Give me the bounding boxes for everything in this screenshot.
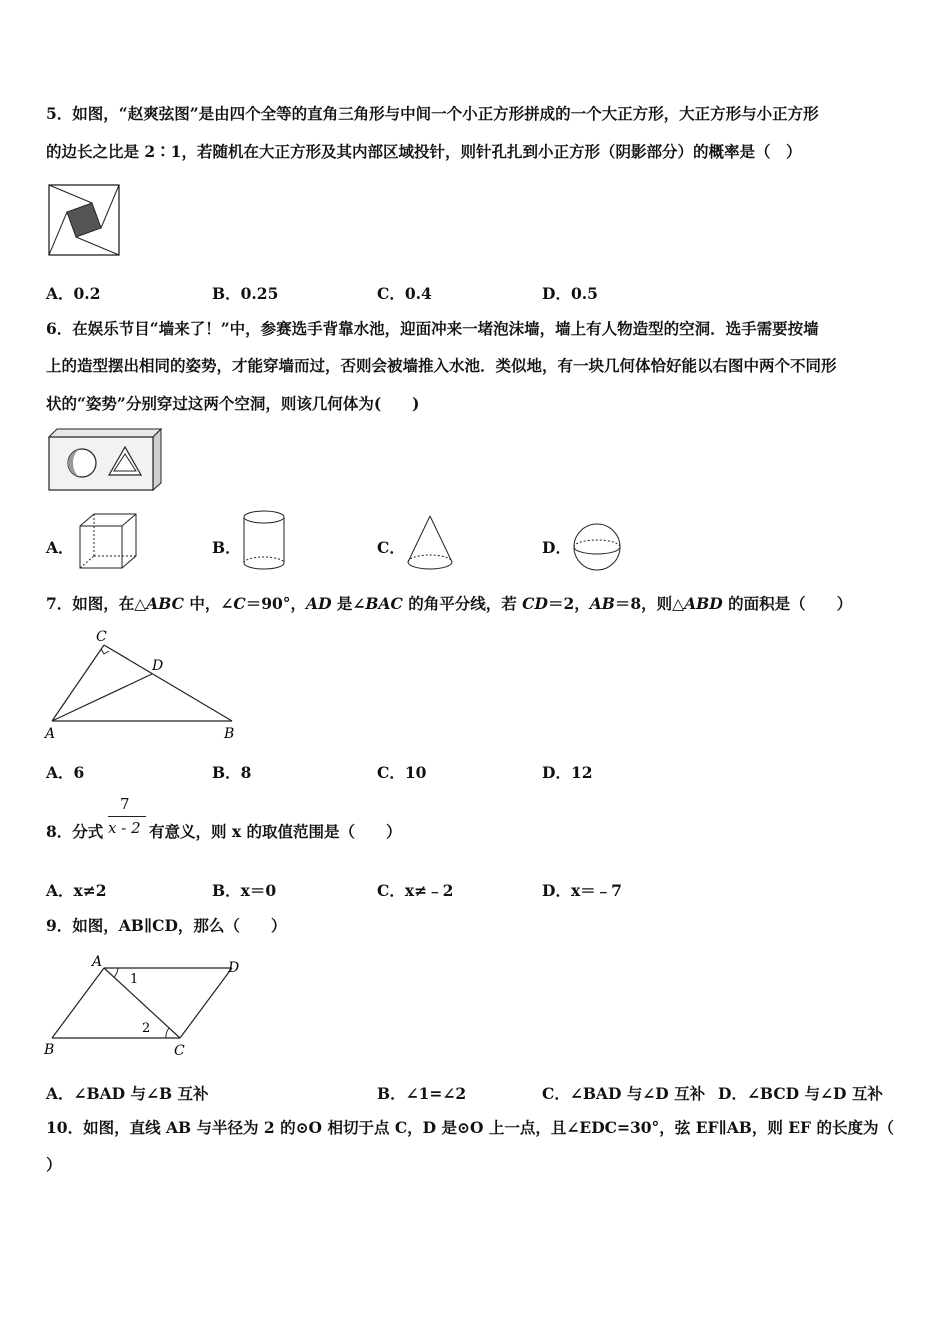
q6-option-b: B．: [212, 538, 241, 557]
label-d: D: [152, 658, 164, 674]
sphere-option-icon: [570, 522, 624, 572]
label-b: B: [44, 1042, 55, 1058]
q8-option-a: A．x≠2: [46, 881, 107, 900]
cube-option-icon: [78, 512, 142, 570]
cylinder-option-icon: [240, 508, 288, 572]
q6-stem-line3: 状的“姿势”分别穿过这两个空洞，则该几何体为( ): [46, 394, 420, 413]
angle-1-label: 1: [130, 972, 139, 987]
q9-stem: 9．如图，AB∥CD，那么（ ）: [46, 916, 287, 935]
q7-option-c: C．10: [377, 763, 427, 782]
q5-option-d: D．0.5: [542, 284, 598, 303]
angle-2-label: 2: [142, 1021, 151, 1036]
label-a: A: [92, 954, 103, 970]
q9-option-a: A．∠BAD 与∠B 互补: [46, 1084, 209, 1103]
cone-option-icon: [404, 514, 456, 572]
label-c: C: [174, 1043, 185, 1059]
fraction-bar: [108, 816, 146, 817]
q6-option-c: C．: [377, 538, 405, 557]
q6-stem-line1: 6．在娱乐节目“墙来了！”中，参赛选手背靠水池，迎面冲来一堵泡沫墙，墙上有人物造型的空洞．选手需要按墙: [46, 319, 819, 338]
q5-option-b: B．0.25: [212, 284, 279, 303]
q8-prefix: 8．分式: [46, 822, 104, 841]
parallelogram-figure: [42, 950, 244, 1060]
q8-suffix: 有意义，则 x 的取值范围是（ ）: [149, 822, 402, 841]
q8-option-c: C．x≠﹣2: [377, 881, 454, 900]
label-a: A: [45, 726, 56, 742]
foam-wall-figure: [47, 427, 165, 493]
label-d: D: [228, 960, 240, 976]
q6-option-a: A．: [46, 538, 74, 557]
label-c: C: [96, 629, 107, 645]
triangle-abc-figure: [42, 626, 246, 744]
q7-option-b: B．8: [212, 763, 252, 782]
q7-stem: 7．如图，在△ABC 中，∠C＝90°，AD 是∠BAC 的角平分线，若 CD＝2，AB＝8，则△ABD 的面积是（ ）: [46, 594, 853, 613]
q8-option-d: D．x＝﹣7: [542, 881, 622, 900]
q6-stem-line2: 上的造型摆出相同的姿势，才能穿墙而过，否则会被墙推入水池．类似地，有一块几何体恰好能以右图中两个不同形: [46, 356, 837, 375]
q10-stem-line1: 10．如图，直线 AB 与半径为 2 的⊙O 相切于点 C，D 是⊙O 上一点，且∠EDC=30°，弦 EF∥AB，则 EF 的长度为（: [46, 1118, 894, 1137]
q5-stem-line2: 的边长之比是 2∶1，若随机在大正方形及其内部区域投针，则针孔扎到小正方形（阴影部分）的概率是（ ）: [46, 142, 802, 161]
q7-option-a: A．6: [46, 763, 85, 782]
q5-stem-line1: 5．如图，“赵爽弦图”是由四个全等的直角三角形与中间一个小正方形拼成的一个大正方形，大正方形与小正方形: [46, 104, 819, 123]
q8-option-b: B．x＝0: [212, 881, 277, 900]
q6-option-d: D．: [542, 538, 571, 557]
q10-stem-line2: ）: [46, 1155, 62, 1174]
fraction-denominator: x - 2: [108, 819, 141, 837]
label-b: B: [224, 726, 235, 742]
zhao-shuang-diagram: [48, 184, 120, 256]
q5-option-a: A．0.2: [46, 284, 101, 303]
q7-option-d: D．12: [542, 763, 593, 782]
q5-option-c: C．0.4: [377, 284, 432, 303]
q9-option-c: C．∠BAD 与∠D 互补: [542, 1084, 706, 1103]
q9-option-d: D．∠BCD 与∠D 互补: [718, 1084, 883, 1103]
q9-option-b: B．∠1=∠2: [377, 1084, 467, 1103]
fraction-numerator: 7: [120, 795, 130, 813]
